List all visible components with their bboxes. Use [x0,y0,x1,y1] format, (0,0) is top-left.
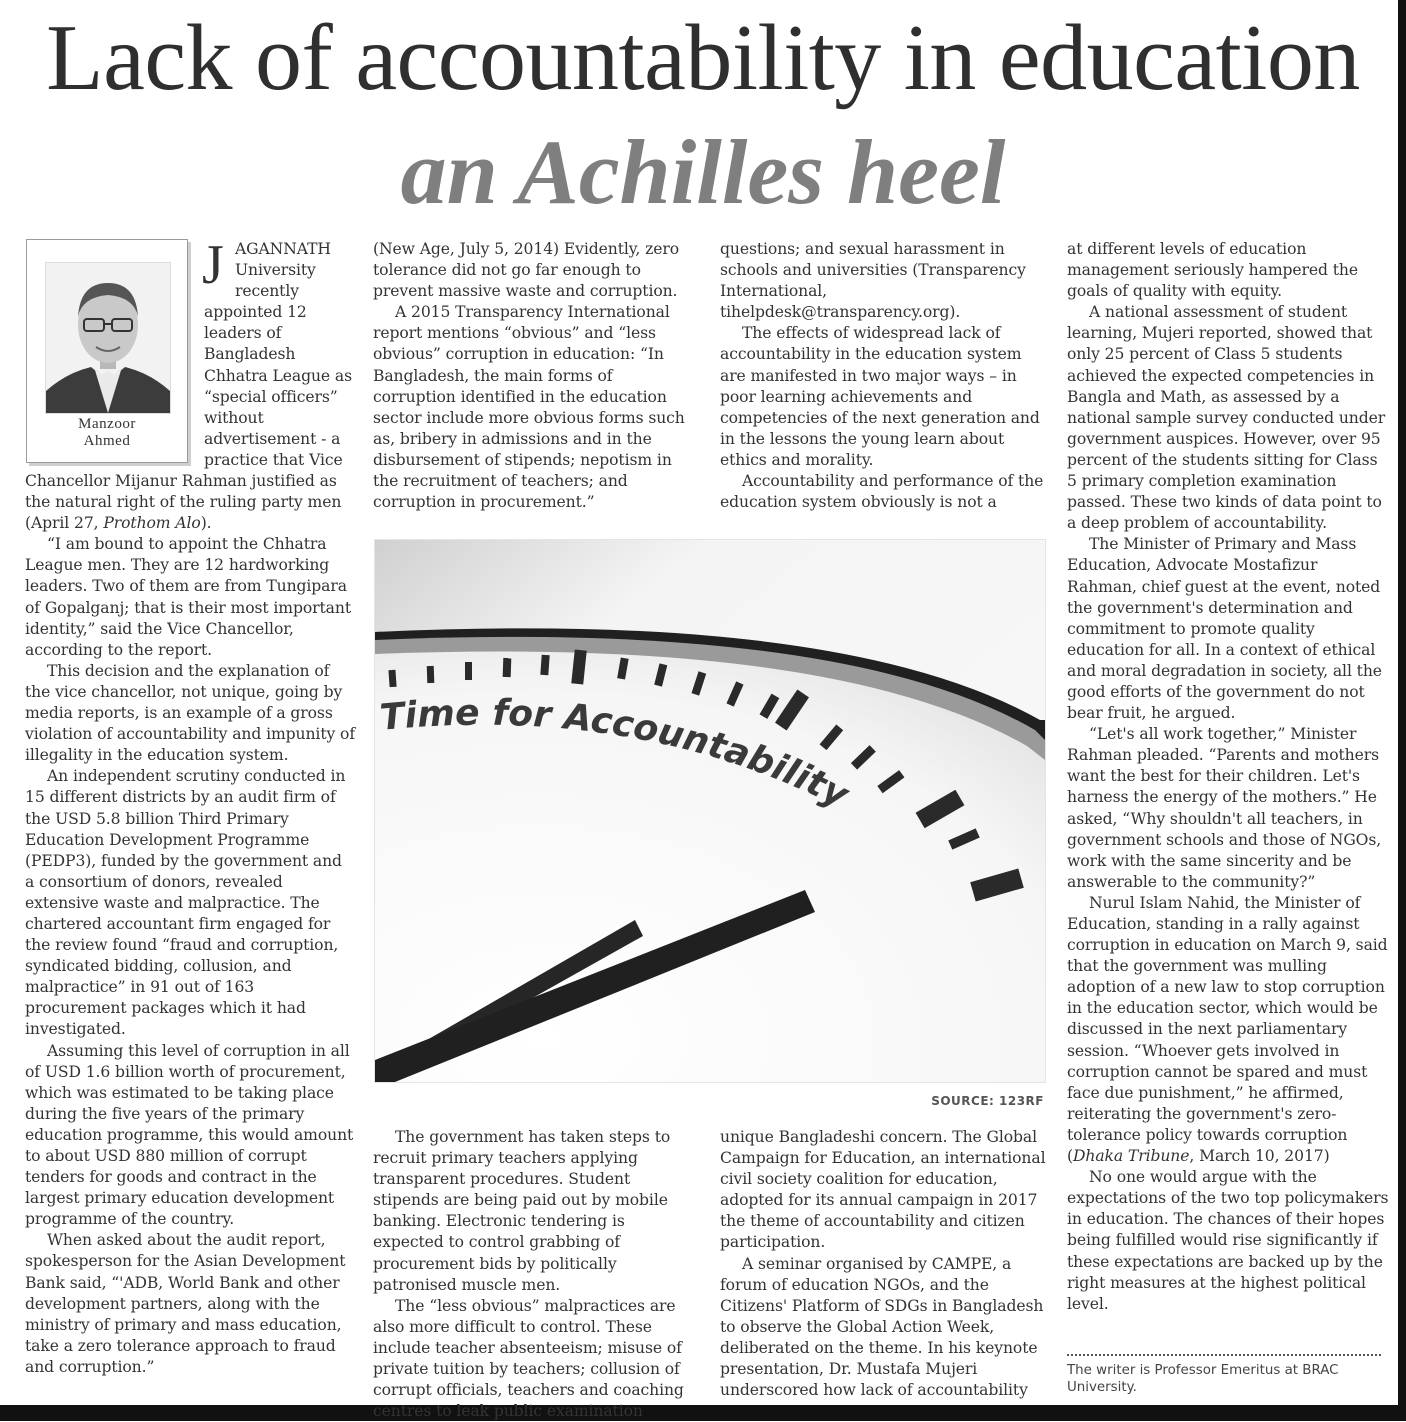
paragraph [1067,893,1392,1167]
paragraph: The Minister of Primary and Mass Education, Advocate Mostafizur Rahman, chief guest at the event, noted the government's determination and commitment to promote quality education for all. In a context of ethical and moral degradation in society, all the good efforts of the government do not bear fruit, he argued. [1067,535,1382,723]
footer-divider [1067,1354,1381,1356]
paragraph: Accountability and performance of the education system obviously is not a [720,472,1044,512]
paragraph: An independent scrutiny conducted in 15 different districts by an audit firm of the USD 5.8 billion Third Primary Education Development Programme (PEDP3), funded by the government and a consortium of donors, revealed extensive waste and malpractice. The chartered accountant firm engaged for the review found “fraud and corruption, syndicated bidding, collusion, and malpractice” in 91 out of 163 procurement packages which it had investigated. [25,767,346,1039]
writer-note: The writer is Professor Emeritus at BRAC University. [1067,1363,1339,1395]
column-4 [1067,239,1392,1315]
clock-illustration [374,539,1046,1083]
author-first-name: Manzoor [78,416,136,432]
intro-line: Bangladesh [204,345,296,364]
paragraph: questions; and sexual harassment in schools and universities (Transparency International, tihelpdesk@transparency.org). [720,240,1026,322]
paragraph: “I am bound to appoint the Chhatra League men. They are 12 hardworking leaders. Two of them are from Tungipara of Gopalganj; that is their most important identity,” said the Vice Chancellor, according to the report. [25,535,351,659]
intro-line: University [235,261,316,280]
author-photo [45,262,171,414]
paragraph: The government has taken steps to recruit primary teachers applying transparent procedures. Student stipends are being paid out by mobile banking. Electronic tendering is expected to control grabbing of procurement bids by politically patronised muscle men. [373,1128,671,1294]
text: ). [200,514,212,533]
portrait-illustration [46,263,170,413]
paragraph: A national assessment of student learning, Mujeri reported, showed that only 25 percent of Class 5 students achieved the expected competencies in Bangla and Math, as assessed by a national sample survey conducted under government auspices. However, over 95 percent of the students sitting for Class 5 primary completion examination passed. These two kinds of data point to a deep problem of accountability. [1067,303,1386,533]
paragraph: A seminar organised by CAMPE, a forum of education NGOs, and the Citizens' Platform of SDGs in Bangladesh to observe the Global Action Week, deliberated on the theme. In his keynote presentation, Dr. Mustafa Mujeri underscored how lack of accountability [720,1254,1044,1400]
clock-caption-path: Time for Accountability [378,692,855,817]
author-last-name: Ahmed [83,433,131,449]
paragraph: When asked about the audit report, spokesperson for the Asian Development Bank said, “'ADB, World Bank and other development partners, along with the ministry of primary and mass education, take a zero tolerance approach to fraud and corruption.” [25,1231,346,1376]
bottom-border [0,1405,1406,1421]
author-box [26,239,188,463]
paragraph: The effects of widespread lack of accountability in the education system are manifested in two major ways – in poor learning achievements and competencies of the next generation and in the lessons the young learn about ethics and morality. [720,324,1040,469]
paragraph: No one would argue with the expectations of the two top policymakers in education. The chances of their hopes being fulfilled would rise significantly if these expectations are backed up by the right measures at the highest political level. [1067,1168,1389,1313]
author-name [27,416,187,450]
subheadline: an Achilles heel [400,121,1006,223]
drop-cap: J [202,234,224,296]
intro-line: Chhatra League as [204,366,352,385]
source-name: Prothom Alo [103,514,201,533]
paragraph: unique Bangladeshi concern. The Global Campaign for Education, an international civil society coalition for education, adopted for its annual campaign in 2017 the theme of accountability and citizen participation. [720,1128,1046,1252]
column-3-top [720,239,1050,513]
clock-face [375,540,1045,1082]
source-name: Dhaka Tribune [1072,1147,1190,1166]
paragraph: This decision and the explanation of the vice chancellor, not unique, going by media reports, is an example of a gross violation of accountability and impunity of illegality in the education system. [25,661,356,765]
headline: Lack of accountability in education [46,6,1360,110]
paragraph [25,471,355,534]
paragraph: (New Age, July 5, 2014) Evidently, zero tolerance did not go far enough to prevent massive waste and corruption. [373,240,679,301]
paragraph: Assuming this level of corruption in all of USD 1.6 billion worth of procurement, which was estimated to be taking place during the five years of the primary education programme, this would amount to about USD 880 million of corrupt tenders for goods and contract in the largest primary education development programme of the country. [25,1041,354,1229]
paragraph: A 2015 Transparency International report mentions “obvious” and “less obvious” corruption in education: “In Bangladesh, the main forms of corruption identified in the education sector include more obvious forms such as, bribery in admissions and in the disbursement of stipends; nepotism in the recruitment of teachers; and corruption in procurement.” [373,303,685,512]
column-3-bottom [720,1127,1050,1401]
intro-line: practice that Vice [204,450,343,469]
intro-line: “special officers” [204,387,338,406]
paragraph: The “less obvious” malpractices are also more difficult to control. These include teacher absenteeism; misuse of private tuition by teachers; collusion of corrupt officials, teachers and coaching centres to leak public examination [373,1296,684,1421]
column-2-bottom [373,1127,698,1422]
paragraph: “Let's all work together,” Minister Rahman pleaded. “Parents and mothers want the best for their children. Let's harness the energy of the mothers.” He asked, “Why shouldn't all teachers, in government schools and those of NGOs, work with the same sincerity and be answerable to the community?” [1067,725,1382,891]
text: Nurul Islam Nahid, the Minister of Education, standing in a rally against corruption in education on March 9, said that the government was mulling adoption of a new law to stop corruption in the education sector, which would be discussed in the next parliamentary session. “Whoever gets involved in corruption cannot be spared and must face due punishment,” he affirmed, reiterating the government's zero-tolerance policy towards corruption ( [1067,893,1388,1166]
intro-line: AGANNATH [235,240,331,258]
intro-line: advertisement - a [204,429,341,448]
column-2-top [373,239,698,513]
image-source: SOURCE: 123RF [931,1094,1044,1108]
text: , March 10, 2017) [1189,1147,1330,1166]
intro-line: recently [235,282,299,301]
column-1 [25,471,355,1378]
intro-line: without [204,408,264,427]
text: Chancellor Mijanur Rahman justified as the natural right of the ruling party men (April 27, [25,472,342,533]
column-1-intro [202,234,354,471]
intro-line: appointed 12 [204,303,307,322]
intro-line: leaders of [204,324,282,343]
paragraph: at different levels of education management seriously hampered the goals of quality with equity. [1067,240,1358,301]
